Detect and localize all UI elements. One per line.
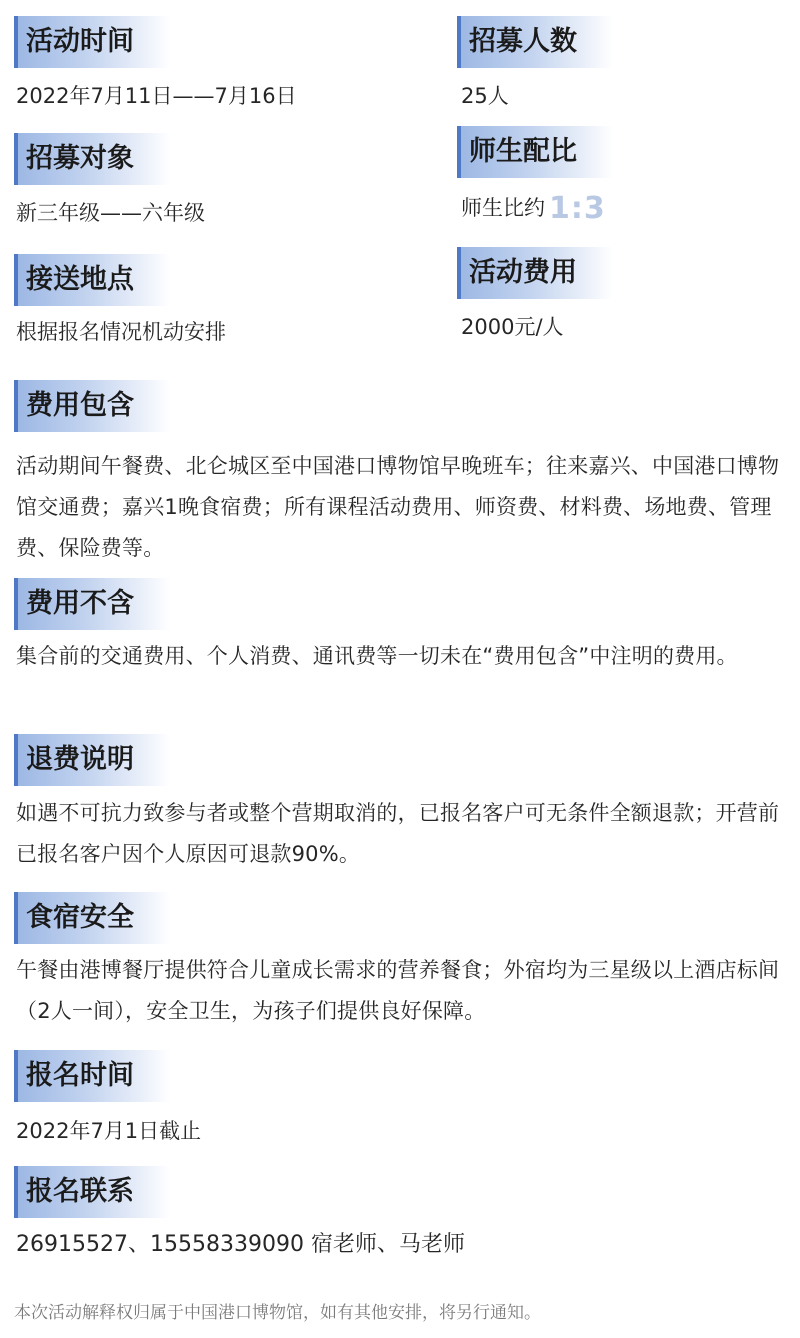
recruit-target-value: 新三年级——六年级 — [16, 201, 205, 225]
registration-time-heading: 报名时间 — [14, 1050, 170, 1102]
refund-policy-heading: 退费说明 — [14, 734, 170, 786]
activity-fee-heading: 活动费用 — [457, 247, 613, 299]
activity-time-heading: 活动时间 — [14, 16, 170, 68]
recruit-count-heading: 招募人数 — [457, 16, 613, 68]
teacher-ratio-heading: 师生配比 — [457, 126, 613, 178]
activity-fee-value: 2000元/人 — [461, 315, 564, 339]
fee-excluded-text: 集合前的交通费用、个人消费、通讯费等一切未在“费用包含”中注明的费用。 — [16, 644, 738, 668]
activity-time-value: 2022年7月11日——7月16日 — [16, 84, 297, 108]
teacher-ratio-prefix: 师生比约 — [461, 196, 545, 220]
refund-policy-text: 如遇不可抗力致参与者或整个营期取消的，已报名客户可无条件全额退款；开营前已报名客户因个人原因可退款90%。 — [16, 801, 780, 866]
fee-excluded-heading: 费用不含 — [14, 578, 170, 630]
footer-note: 本次活动解释权归属于中国港口博物馆，如有其他安排，将另行通知。 — [14, 1303, 541, 1323]
registration-time-value: 2022年7月1日截止 — [16, 1119, 202, 1143]
fee-included-heading: 费用包含 — [14, 380, 170, 432]
pickup-location-heading: 接送地点 — [14, 254, 170, 306]
pickup-location-value: 根据报名情况机动安排 — [16, 320, 226, 344]
registration-contact-heading: 报名联系 — [14, 1166, 170, 1218]
food-lodging-heading: 食宿安全 — [14, 892, 170, 944]
recruit-target-heading: 招募对象 — [14, 133, 170, 185]
registration-contact-value: 26915527、15558339090 宿老师、马老师 — [16, 1232, 465, 1257]
fee-included-text: 活动期间午餐费、北仑城区至中国港口博物馆早晚班车；往来嘉兴、中国港口博物馆交通费；嘉兴1晚食宿费；所有课程活动费用、师资费、材料费、场地费、管理费、保险费等。 — [16, 454, 780, 560]
teacher-ratio-number: 1:3 — [549, 191, 606, 226]
food-lodging-text: 午餐由港博餐厅提供符合儿童成长需求的营养餐食；外宿均为三星级以上酒店标间（2人一间），安全卫生，为孩子们提供良好保障。 — [16, 958, 780, 1023]
teacher-ratio-value — [461, 191, 606, 226]
recruit-count-value: 25人 — [461, 84, 509, 108]
